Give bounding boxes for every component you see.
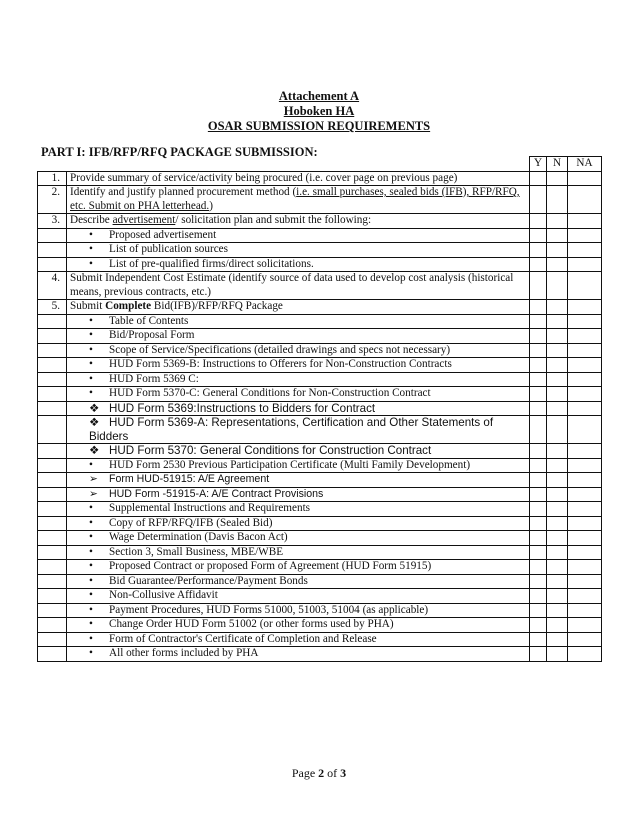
table-row: [38, 186, 602, 214]
bullet-icon: •: [89, 458, 93, 471]
item-number: 5.: [38, 300, 67, 315]
check-n[interactable]: [547, 186, 568, 214]
table-row: [38, 531, 602, 546]
bullet-icon: •: [89, 343, 93, 356]
check-n[interactable]: [547, 214, 568, 229]
table-row: [38, 300, 602, 315]
check-na[interactable]: [568, 214, 602, 229]
doc-title: Attachement A: [278, 89, 360, 103]
check-y[interactable]: [530, 186, 547, 214]
bullet-icon: •: [89, 531, 93, 543]
list-item: ❖ HUD Form 5369-A: Representations, Certification and Other Statements of Bidders: [67, 416, 530, 444]
table-row: [38, 618, 602, 633]
bullet-icon: •: [89, 516, 93, 529]
current-page: 2: [318, 766, 325, 780]
bullet-icon: •: [89, 387, 93, 399]
table-row: [38, 632, 602, 647]
part-title: PART I: IFB/RFP/RFQ PACKAGE SUBMISSION:: [41, 145, 318, 159]
list-item: • Table of Contents: [67, 314, 530, 329]
table-row: [38, 214, 602, 229]
bullet-icon: •: [89, 358, 93, 370]
table-row: [38, 228, 602, 243]
table-row: [38, 545, 602, 560]
list-item: ➢ HUD Form -51915-A: A/E Contract Provisions: [67, 487, 530, 502]
bullet-icon: •: [89, 502, 93, 514]
check-na[interactable]: [568, 171, 602, 186]
table-row: [38, 387, 602, 402]
list-item: • Section 3, Small Business, MBE/WBE: [67, 545, 530, 560]
list-item: • Copy of RFP/RFQ/IFB (Sealed Bid): [67, 516, 530, 531]
table-row: [38, 444, 602, 459]
list-item: ➢ Form HUD-51915: A/E Agreement: [67, 473, 530, 488]
total-pages: 3: [340, 766, 347, 780]
item-number: 3.: [38, 214, 67, 229]
list-item: • Form of Contractor's Certificate of Completion and Release: [67, 632, 530, 647]
list-item: ❖ HUD Form 5370: General Conditions for Construction Contract: [67, 444, 530, 459]
bullet-icon: •: [89, 228, 93, 241]
table-row: [38, 401, 602, 416]
table-row: [38, 487, 602, 502]
item-text: Describe advertisement/ solicitation plan and submit the following:: [67, 214, 530, 229]
bullet-icon: •: [89, 545, 93, 558]
table-row: [38, 589, 602, 604]
list-item: • Bid Guarantee/Performance/Payment Bonds: [67, 574, 530, 589]
table-row: [38, 243, 602, 258]
check-y[interactable]: [530, 272, 547, 300]
list-item: • HUD Form 5370-C: General Conditions for Non-Construction Contract: [67, 387, 530, 402]
item-text: Provide summary of service/activity being procured (i.e. cover page on previous page): [67, 171, 530, 186]
bullet-icon: •: [89, 243, 93, 255]
list-item: • HUD Form 2530 Previous Participation Certificate (Multi Family Development): [67, 458, 530, 473]
arrow-bullet-icon: ➢: [89, 487, 98, 500]
item-text: Submit Independent Cost Estimate (identify source of data used to develop cost analysis (historical means, previous contracts, etc.): [67, 272, 530, 300]
requirements-table: [37, 156, 602, 662]
list-item: • Supplemental Instructions and Requirements: [67, 502, 530, 517]
doc-agency: Hoboken HA: [283, 104, 355, 118]
check-n[interactable]: [547, 171, 568, 186]
table-row: [38, 603, 602, 618]
item-number: 2.: [38, 186, 67, 214]
list-item: • All other forms included by PHA: [67, 647, 530, 662]
list-item: • Scope of Service/Specifications (detailed drawings and specs not necessary): [67, 343, 530, 358]
list-item: • Non-Collusive Affidavit: [67, 589, 530, 604]
col-header-n: N: [547, 157, 568, 172]
list-item: • Bid/Proposal Form: [67, 329, 530, 344]
list-item: • Proposed Contract or proposed Form of Agreement (HUD Form 51915): [67, 560, 530, 575]
bullet-icon: •: [89, 603, 93, 616]
check-y[interactable]: [530, 300, 547, 315]
diamond-bullet-icon: ❖: [89, 444, 100, 457]
table-header-row: [38, 157, 602, 172]
bullet-icon: •: [89, 647, 93, 659]
check-n[interactable]: [547, 272, 568, 300]
arrow-bullet-icon: ➢: [89, 473, 98, 485]
bullet-icon: •: [89, 329, 93, 341]
col-header-y: Y: [530, 157, 547, 172]
table-row: [38, 329, 602, 344]
bullet-icon: •: [89, 632, 93, 645]
table-row: [38, 257, 602, 272]
table-row: [38, 574, 602, 589]
list-item: • List of pre-qualified firms/direct solicitations.: [67, 257, 530, 272]
table-row: [38, 416, 602, 444]
list-item: • Change Order HUD Form 51002 (or other forms used by PHA): [67, 618, 530, 633]
table-row: [38, 372, 602, 387]
table-row: [38, 647, 602, 662]
list-item: ❖ HUD Form 5369:Instructions to Bidders for Contract: [67, 401, 530, 416]
diamond-bullet-icon: ❖: [89, 416, 100, 429]
table-row: [38, 171, 602, 186]
check-n[interactable]: [547, 300, 568, 315]
table-row: [38, 502, 602, 517]
list-item: • Wage Determination (Davis Bacon Act): [67, 531, 530, 546]
check-y[interactable]: [530, 214, 547, 229]
list-item: • Proposed advertisement: [67, 228, 530, 243]
table-row: [38, 516, 602, 531]
list-item: • HUD Form 5369 C:: [67, 372, 530, 387]
bullet-icon: •: [89, 589, 93, 601]
item-number: 1.: [38, 171, 67, 186]
table-row: [38, 560, 602, 575]
bullet-icon: •: [89, 560, 93, 572]
doc-heading: OSAR SUBMISSION REQUIREMENTS: [207, 119, 431, 133]
diamond-bullet-icon: ❖: [89, 401, 100, 415]
check-y[interactable]: [530, 171, 547, 186]
table-row: [38, 458, 602, 473]
procurement-method-examples: i.e. small purchases, sealed bids (IFB), RFP/RFQ, etc. Submit on PHA letterhead.: [70, 186, 520, 212]
list-item: • HUD Form 5369-B: Instructions to Offerers for Non-Construction Contracts: [67, 358, 530, 373]
list-item: • Payment Procedures, HUD Forms 51000, 51003, 51004 (as applicable): [67, 603, 530, 618]
list-item: • List of publication sources: [67, 243, 530, 258]
item-text: Submit Complete Bid(IFB)/RFP/RFQ Package: [67, 300, 530, 315]
bullet-icon: •: [89, 257, 93, 270]
bullet-icon: •: [89, 372, 93, 385]
check-na[interactable]: [568, 272, 602, 300]
table-row: [38, 358, 602, 373]
check-na[interactable]: [568, 186, 602, 214]
item-text: Identify and justify planned procurement method (i.e. small purchases, sealed bids (IFB), RFP/RFQ, etc. Submit on PHA letterhead.): [67, 186, 530, 214]
table-row: [38, 473, 602, 488]
col-header-na: NA: [568, 157, 602, 172]
table-row: [38, 343, 602, 358]
item-number: 4.: [38, 272, 67, 300]
check-na[interactable]: [568, 300, 602, 315]
page-footer: Page 2 of 3: [291, 766, 347, 780]
table-row: [38, 314, 602, 329]
table-row: [38, 272, 602, 300]
bullet-icon: •: [89, 574, 93, 587]
bullet-icon: •: [89, 618, 93, 630]
bullet-icon: •: [89, 314, 93, 327]
